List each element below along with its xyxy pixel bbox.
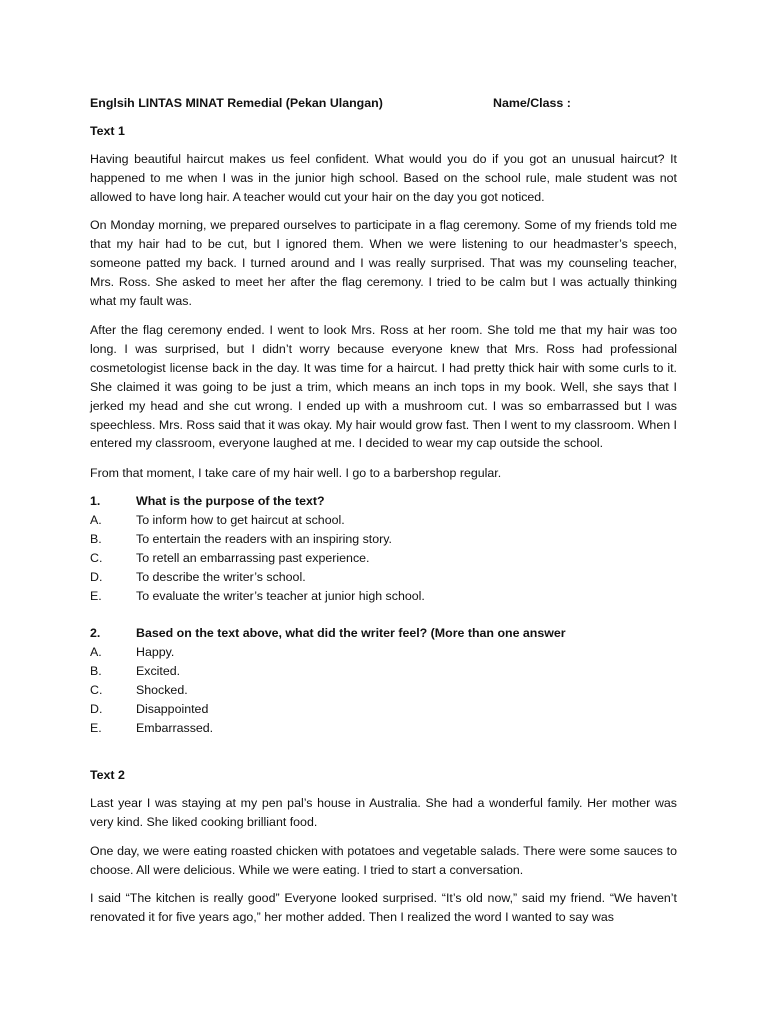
answer-option (90, 719, 690, 738)
option-letter: C. (90, 551, 103, 565)
option-text: To inform how to get haircut at school. (136, 513, 345, 527)
option-letter: A. (90, 513, 102, 527)
question-2 (90, 624, 690, 643)
option-text: To entertain the readers with an inspiring story. (136, 532, 392, 546)
question-text: Based on the text above, what did the writer feel? (More than one answer (136, 626, 566, 640)
text-1-paragraph: From that moment, I take care of my hair well. I go to a barbershop regular. (90, 466, 502, 480)
text-2-heading: Text 2 (90, 768, 125, 782)
option-letter: B. (90, 664, 102, 678)
answer-option (90, 587, 690, 606)
text-1-heading: Text 1 (90, 124, 125, 138)
answer-option (90, 643, 690, 662)
text-2-paragraph: I said “The kitchen is really good” Everyone looked surprised. “It’s old now,” said my friend. “We haven’t renovated it for five years ago,” her mother added. Then I realized the word I wanted to say was (90, 891, 677, 924)
option-text: To retell an embarrassing past experience. (136, 551, 370, 565)
option-text: Disappointed (136, 702, 209, 716)
option-text: To describe the writer’s school. (136, 570, 306, 584)
question-1 (90, 492, 690, 511)
option-text: Happy. (136, 645, 175, 659)
option-letter: E. (90, 589, 102, 603)
text-2-paragraph: One day, we were eating roasted chicken with potatoes and vegetable salads. There were some sauces to choose. All were delicious. While we were eating. I tried to start a conversation. (90, 844, 677, 877)
option-letter: A. (90, 645, 102, 659)
answer-option (90, 511, 690, 530)
answer-option (90, 662, 690, 681)
document-header (90, 94, 677, 113)
text-1-paragraph: Having beautiful haircut makes us feel confident. What would you do if you got an unusual haircut? It happened to me when I was in the junior high school. Based on the school rule, male student was not allowed to have long hair. A teacher would cut your hair on the day you got noticed. (90, 152, 677, 204)
answer-option (90, 549, 690, 568)
option-letter: B. (90, 532, 102, 546)
option-text: To evaluate the writer’s teacher at junior high school. (136, 589, 425, 603)
text-2-paragraph: Last year I was staying at my pen pal’s house in Australia. She had a wonderful family. Her mother was very kind. She liked cooking brilliant food. (90, 796, 677, 829)
answer-option (90, 700, 690, 719)
document-title: Englsih LINTAS MINAT Remedial (Pekan Ulangan) (90, 96, 383, 110)
option-letter: E. (90, 721, 102, 735)
option-letter: D. (90, 570, 103, 584)
text-1-paragraph: After the flag ceremony ended. I went to look Mrs. Ross at her room. She told me that my hair was too long. I was surprised, but I didn’t worry because everyone knew that Mrs. Ross had professional cosmetologist license back in the day. It was time for a haircut. I had pretty thick hair with some curls to it. She claimed it was going to be just a trim, which means an inch tops in my book. Well, she says that I jerked my head and she cut wrong. I ended up with a mushroom cut. I was so embarrassed but I was speechless. Mrs. Ross said that it was okay. My hair would grow fast. Then I went to my classroom. When I entered my classroom, everyone laughed at me. I decided to wear my cap outside the school. (90, 323, 677, 451)
answer-option (90, 681, 690, 700)
option-letter: D. (90, 702, 103, 716)
answer-option (90, 530, 690, 549)
answer-option (90, 568, 690, 587)
text-1-paragraph: On Monday morning, we prepared ourselves to participate in a flag ceremony. Some of my friends told me that my hair had to be cut, but I ignored them. When we were listening to our headmaster’s speech, someone patted my back. I turned around and I was really surprised. That was my counseling teacher, Mrs. Ross. She asked to meet her after the flag ceremony. I tried to be calm but I was actually thinking what my fault was. (90, 218, 677, 308)
option-letter: C. (90, 683, 103, 697)
question-text: What is the purpose of the text? (136, 494, 325, 508)
name-class-label: Name/Class : (493, 96, 571, 110)
option-text: Embarrassed. (136, 721, 214, 735)
question-number: 1. (90, 494, 101, 508)
question-number: 2. (90, 626, 101, 640)
option-text: Shocked. (136, 683, 188, 697)
option-text: Excited. (136, 664, 181, 678)
